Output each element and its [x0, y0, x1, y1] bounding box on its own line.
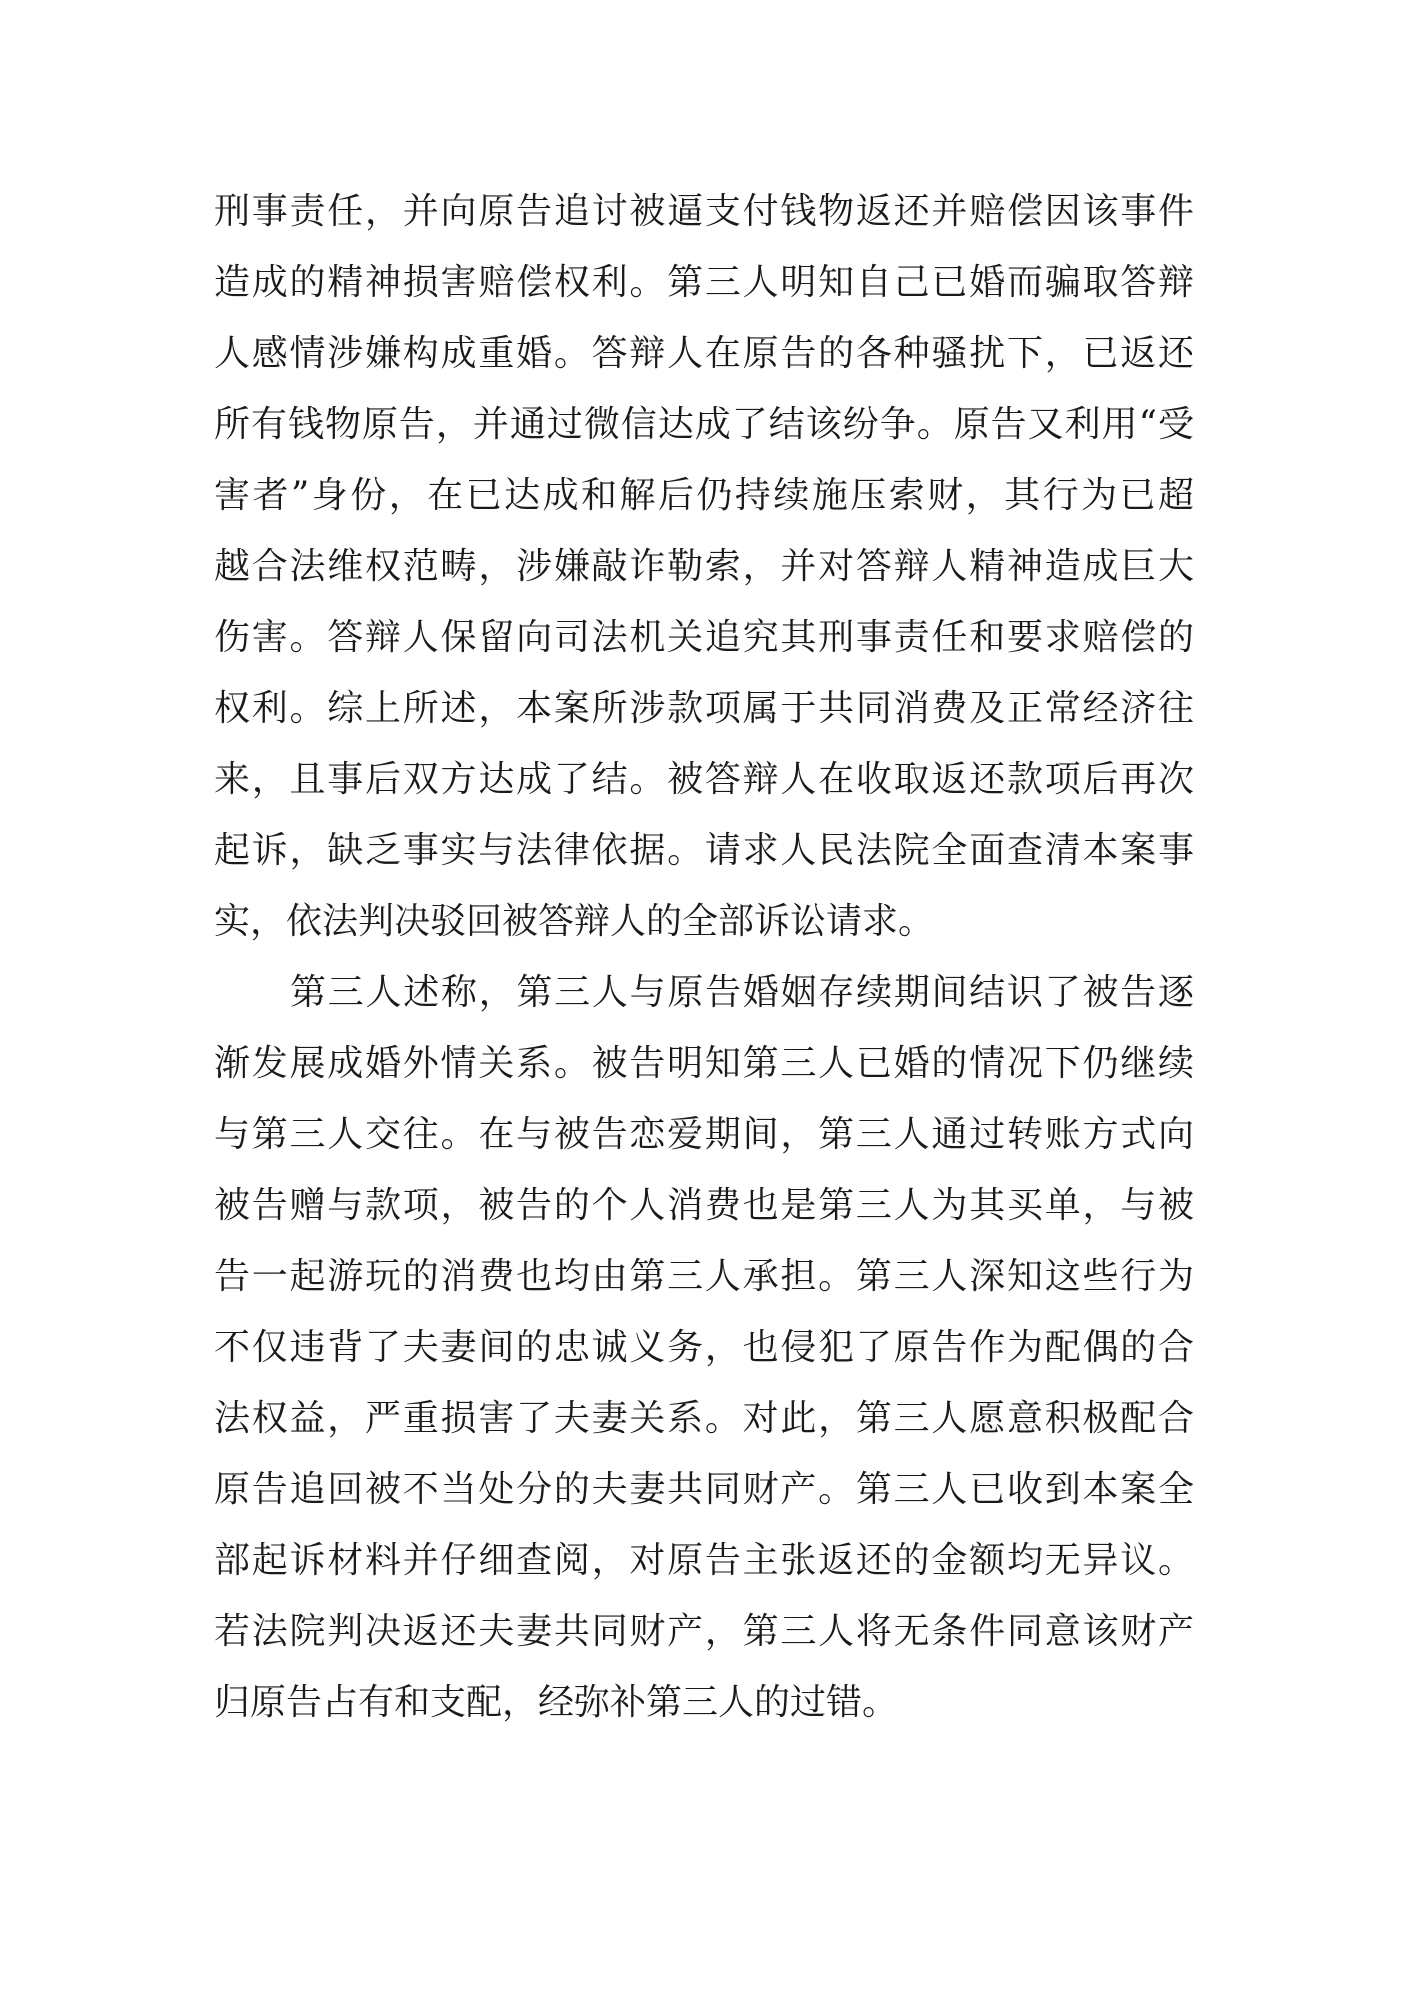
- text-line: 若法院判决返还夫妻共同财产，第三人将无条件同意该财产: [214, 1611, 1194, 1652]
- text-line: 权利。综上所述，本案所涉款项属于共同消费及正常经济往: [214, 688, 1194, 729]
- text-line: 来，且事后双方达成了结。被答辩人在收取返还款项后再次: [214, 759, 1194, 800]
- text-line: 伤害。答辩人保留向司法机关追究其刑事责任和要求赔偿的: [214, 617, 1194, 658]
- text-line: 渐发展成婚外情关系。被告明知第三人已婚的情况下仍继续: [214, 1043, 1194, 1084]
- text-line: 不仅违背了夫妻间的忠诚义务，也侵犯了原告作为配偶的合: [214, 1327, 1194, 1368]
- text-line: 刑事责任，并向原告追讨被逼支付钱物返还并赔偿因该事件: [214, 191, 1194, 232]
- paragraph-defense-conclusion: [214, 176, 1194, 957]
- text-line: 与第三人交往。在与被告恋爱期间，第三人通过转账方式向: [214, 1114, 1194, 1155]
- text-line: 原告追回被不当处分的夫妻共同财产。第三人已收到本案全: [214, 1469, 1194, 1510]
- text-line: 第三人述称，第三人与原告婚姻存续期间结识了被告逐: [290, 972, 1194, 1013]
- text-line: 归原告占有和支配，经弥补第三人的过错。: [214, 1682, 899, 1723]
- text-line: 部起诉材料并仔细查阅，对原告主张返还的金额均无异议。: [214, 1540, 1194, 1581]
- text-line: 人感情涉嫌构成重婚。答辩人在原告的各种骚扰下，已返还: [214, 333, 1194, 374]
- text-line: 害者”身份，在已达成和解后仍持续施压索财，其行为已超: [214, 475, 1194, 516]
- text-line: 越合法维权范畴，涉嫌敲诈勒索，并对答辩人精神造成巨大: [214, 546, 1194, 587]
- document-body: [214, 176, 1194, 1738]
- text-line: 所有钱物原告，并通过微信达成了结该纷争。原告又利用“受: [214, 404, 1194, 445]
- paragraph-third-party-statement: [214, 957, 1194, 1738]
- text-line: 被告赠与款项，被告的个人消费也是第三人为其买单，与被: [214, 1185, 1194, 1226]
- text-line: 法权益，严重损害了夫妻关系。对此，第三人愿意积极配合: [214, 1398, 1194, 1439]
- text-line: 告一起游玩的消费也均由第三人承担。第三人深知这些行为: [214, 1256, 1194, 1297]
- text-line: 造成的精神损害赔偿权利。第三人明知自己已婚而骗取答辩: [214, 262, 1194, 303]
- text-line: 实，依法判决驳回被答辩人的全部诉讼请求。: [214, 901, 935, 942]
- text-line: 起诉，缺乏事实与法律依据。请求人民法院全面查清本案事: [214, 830, 1194, 871]
